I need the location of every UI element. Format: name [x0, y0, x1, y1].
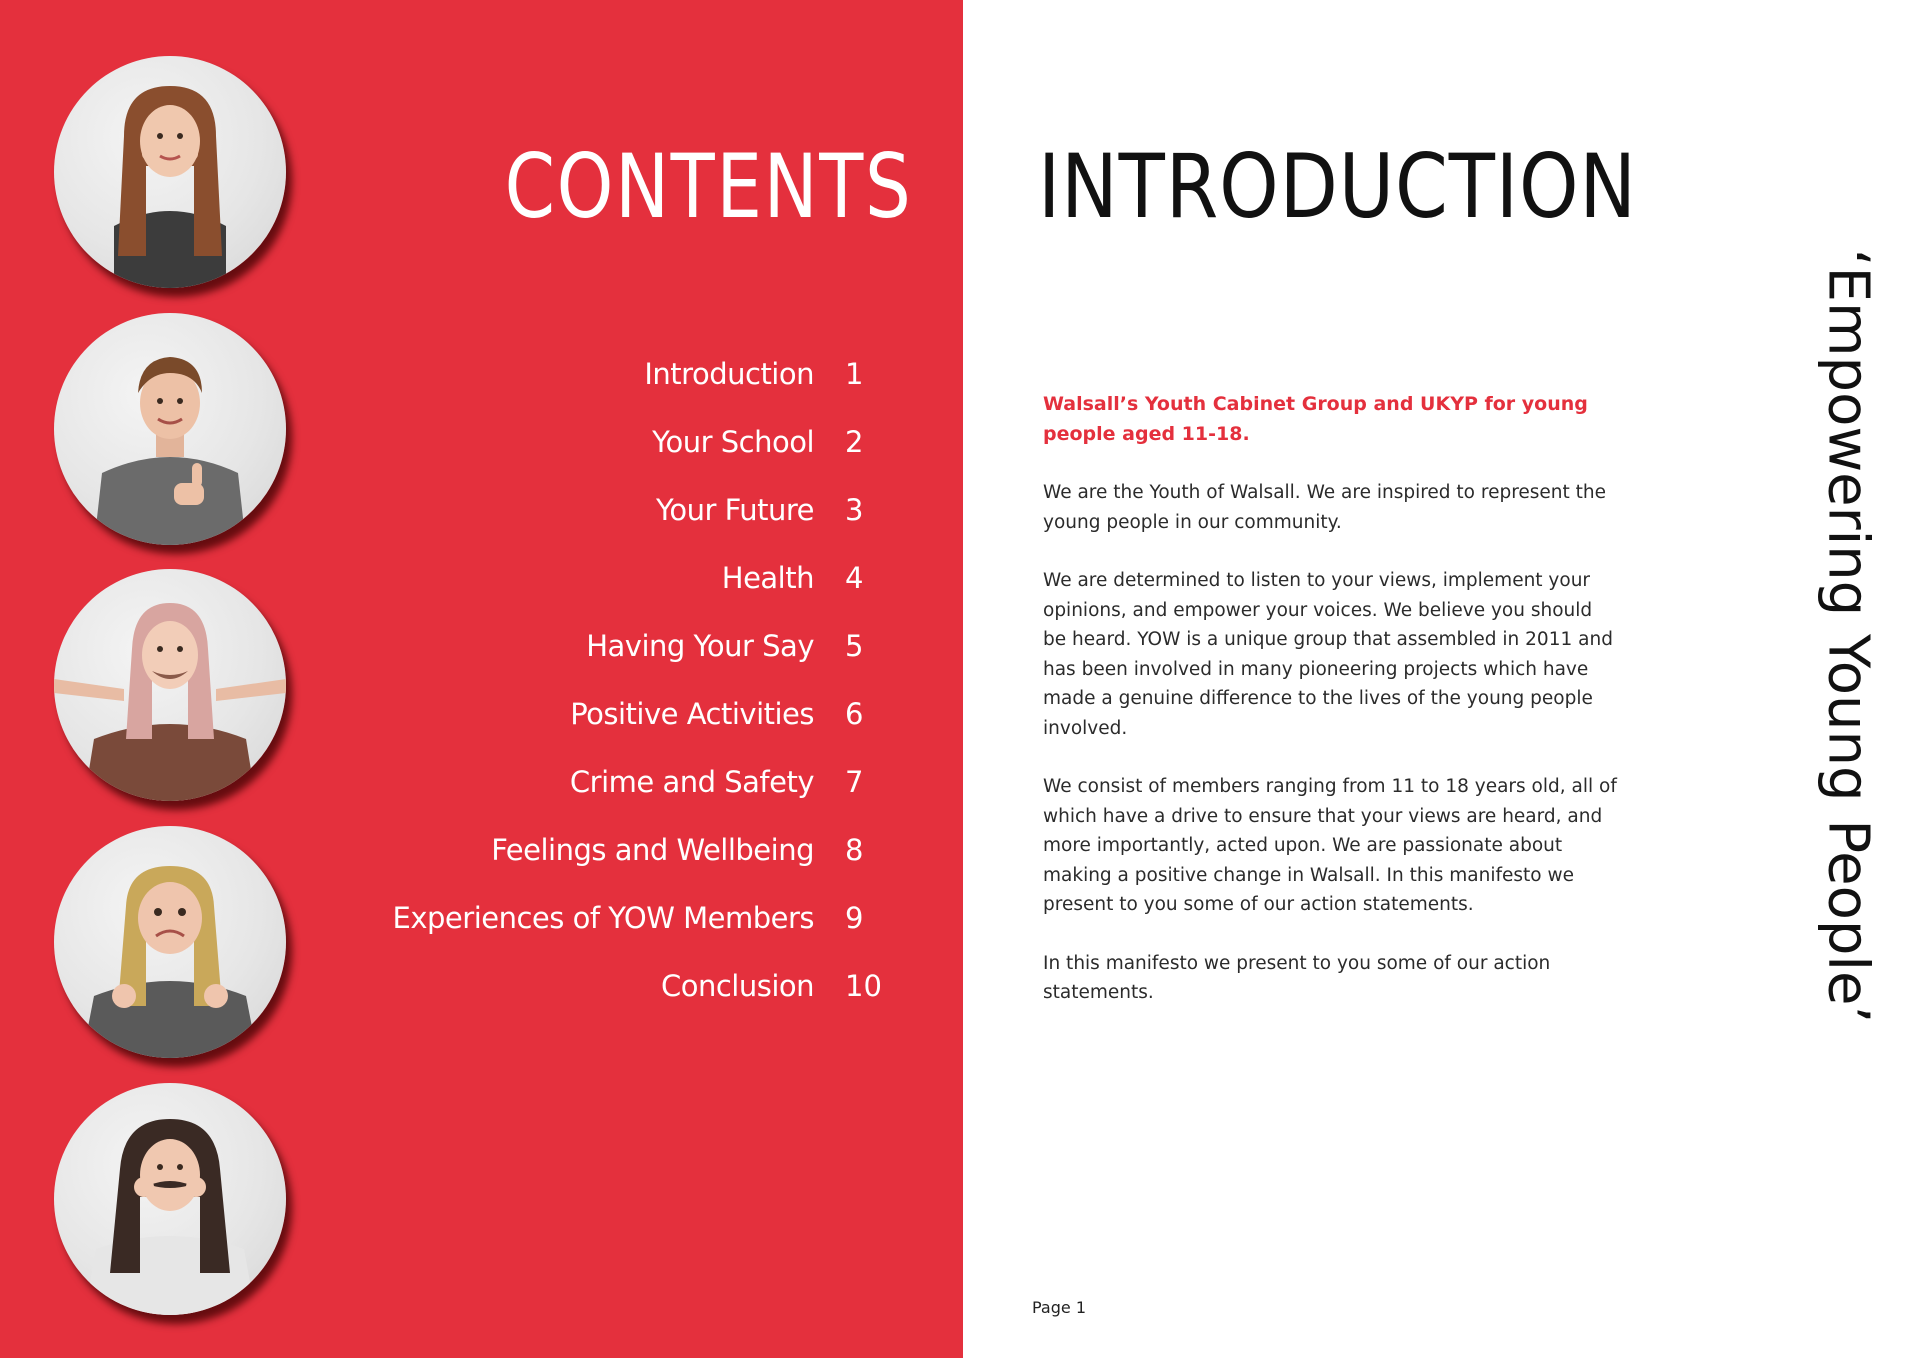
toc-item-label: Having Your Say [586, 629, 814, 663]
toc-item-page: 8 [845, 833, 864, 867]
toc-item-label: Your School [652, 425, 814, 459]
introduction-lead: Walsall’s Youth Cabinet Group and UKYP for young people aged 11-18. [1043, 393, 1588, 445]
toc-item-experiences-of-yow-members[interactable] [380, 894, 880, 942]
toc-item-introduction[interactable] [380, 350, 880, 398]
toc-item-page: 3 [845, 493, 864, 527]
toc-item-label: Your Future [656, 493, 814, 527]
portrait-girl-funny-face-icon [54, 826, 286, 1058]
toc-item-conclusion[interactable] [380, 962, 880, 1010]
introduction-paragraph: We are determined to listen to your views, implement your opinions, and empower your voices. We believe you should be heard. YOW is a unique group that assembled in 2011 and has been involved in many pioneering projects which have made a genuine difference to the lives of the young people involved. [1043, 570, 1613, 739]
toc-item-page: 5 [845, 629, 864, 663]
toc-item-positive-activities[interactable] [380, 690, 880, 738]
portrait-girl-icon [54, 56, 286, 288]
toc-item-page: 9 [845, 901, 864, 935]
introduction-title: INTRODUCTION [1038, 135, 1637, 238]
introduction-body [1043, 390, 1618, 1037]
toc-item-label: Conclusion [660, 969, 814, 1003]
toc-item-page: 4 [845, 561, 864, 595]
toc-item-label: Crime and Safety [569, 765, 814, 799]
toc-item-your-future[interactable] [380, 486, 880, 534]
portrait-girl-hair-moustache-2-icon [54, 1083, 286, 1315]
toc-item-page: 1 [845, 357, 864, 391]
toc-item-having-your-say[interactable] [380, 622, 880, 670]
portrait-girl-hair-moustache-icon [54, 569, 286, 801]
toc-item-page: 10 [845, 969, 882, 1003]
introduction-paragraph: In this manifesto we present to you some of our action statements. [1043, 952, 1551, 1003]
introduction-paragraph: We consist of members ranging from 11 to 18 years old, all of which have a drive to ensure that your views are heard, and more importantly, acted upon. We are passionate about making a positive change in Walsall. In this manifesto we present to you some of our action statements. [1043, 776, 1617, 915]
toc-item-feelings-and-wellbeing[interactable] [380, 826, 880, 874]
toc-item-health[interactable] [380, 554, 880, 602]
page-number: Page 1 [1032, 1298, 1086, 1317]
contents-title: CONTENTS [504, 135, 913, 238]
toc-item-page: 6 [845, 697, 864, 731]
toc-item-label: Health [721, 561, 814, 595]
toc-item-label: Experiences of YOW Members [392, 901, 814, 935]
side-quote-text: ‘Empowering Young People’ [1815, 248, 1881, 1024]
toc-item-label: Feelings and Wellbeing [491, 833, 814, 867]
portrait-boy-thumbs-up-icon [54, 313, 286, 545]
introduction-paragraph: We are the Youth of Walsall. We are inspired to represent the young people in our community. [1043, 482, 1607, 533]
toc-item-crime-and-safety[interactable] [380, 758, 880, 806]
toc-item-page: 7 [845, 765, 864, 799]
toc-item-label: Positive Activities [570, 697, 814, 731]
toc-item-label: Introduction [644, 357, 814, 391]
toc-item-your-school[interactable] [380, 418, 880, 466]
toc-item-page: 2 [845, 425, 864, 459]
